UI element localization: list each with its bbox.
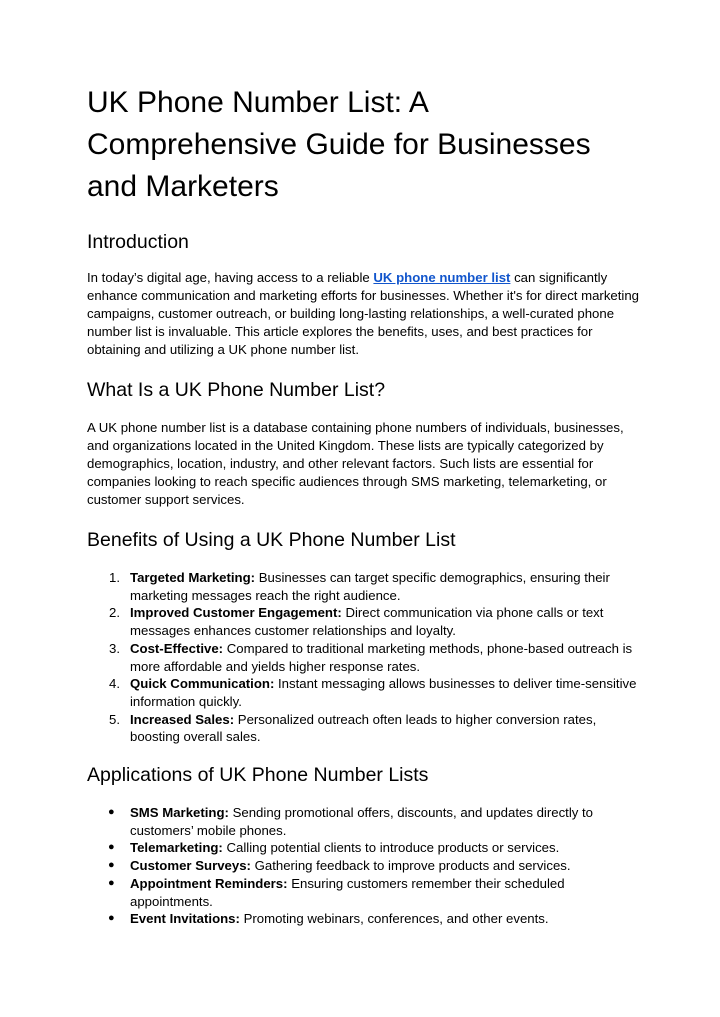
list-item-term: Improved Customer Engagement: (130, 605, 342, 621)
list-item-text: Ensuring customers remember their scheduled appointments. (130, 875, 565, 909)
list-item (87, 711, 639, 746)
list-item-term: Quick Communication: (130, 676, 275, 692)
list-item-term: Appointment Reminders: (130, 875, 288, 891)
document-page (87, 82, 639, 928)
uk-phone-number-list-link[interactable]: UK phone number list (373, 270, 511, 285)
bullet-icon: ● (108, 859, 115, 872)
bullet-icon: ● (108, 876, 115, 889)
list-item-term: Cost-Effective: (130, 640, 224, 656)
list-item (87, 804, 639, 839)
intro-text-after-link: can significantly enhance communication and marketing efforts for businesses. Whether it's for direct marketing campaigns, customer outreach, or building long-lasting relationships, a well-curated phone number list is invaluable. This article explores the benefits, uses, and best practices for obtaining and utilizing a UK phone number list. (87, 270, 640, 357)
list-item-text: Compared to traditional marketing methods, phone-based outreach is more affordable and yields higher response rates. (130, 640, 633, 674)
list-item-term: Telemarketing: (130, 840, 223, 856)
bullet-icon: ● (108, 912, 115, 925)
list-item-term: SMS Marketing: (130, 805, 229, 821)
what-is-paragraph: A UK phone number list is a database containing phone numbers of individuals, businesses, and organizations located in the United Kingdom. These lists are typically categorized by demographics, location, industry, and other relevant factors. Such lists are essential for companies looking to reach specific audiences through SMS marketing, telemarketing, or customer support services. (87, 420, 624, 507)
list-item (87, 675, 639, 710)
list-number: 3. (109, 640, 120, 656)
list-number: 1. (109, 570, 120, 585)
list-item (87, 857, 639, 875)
bullet-icon: ● (108, 841, 115, 854)
list-item-term: Targeted Marketing: (130, 570, 256, 585)
list-number: 4. (109, 676, 120, 692)
list-item (87, 604, 639, 639)
list-item-text: Direct communication via phone calls or text messages enhances customer relationships and loyalty. (130, 605, 604, 639)
list-item-text: Personalized outreach often leads to higher conversion rates, boosting overall sales. (130, 711, 597, 745)
list-item-text: Sending promotional offers, discounts, and updates directly to customers’ mobile phones. (130, 805, 594, 838)
list-item-text: Gathering feedback to improve products and services. (250, 858, 571, 874)
section-heading-what-is: What Is a UK Phone Number List? (87, 379, 386, 401)
list-item-text: Businesses can target specific demographics, ensuring their marketing messages reach the right audience. (130, 570, 610, 603)
list-item-term: Increased Sales: (130, 711, 235, 727)
list-item (87, 640, 639, 675)
applications-list (87, 804, 639, 928)
list-number: 5. (109, 711, 120, 727)
list-item-term: Event Invitations: (130, 911, 240, 927)
list-item-term: Customer Surveys: (130, 858, 251, 874)
section-heading-benefits: Benefits of Using a UK Phone Number List (87, 529, 456, 551)
page-title: UK Phone Number List: A Comprehensive Guide for Businesses and Marketers (87, 86, 591, 203)
section-heading-applications: Applications of UK Phone Number Lists (87, 764, 429, 787)
list-item (87, 569, 639, 604)
benefits-list (87, 569, 639, 746)
list-item (87, 875, 639, 910)
list-item-text: Calling potential clients to introduce products or services. (222, 840, 560, 856)
intro-text-before-link: In today’s digital age, having access to a reliable (87, 270, 374, 285)
list-item-text: Promoting webinars, conferences, and other events. (239, 911, 549, 927)
list-number: 2. (109, 605, 120, 621)
list-item-text: Instant messaging allows businesses to deliver time-sensitive information quickly. (130, 676, 637, 709)
intro-paragraph (87, 269, 639, 359)
list-item (87, 910, 639, 928)
list-item (87, 839, 639, 857)
bullet-icon: ● (108, 806, 115, 819)
section-heading-introduction: Introduction (87, 231, 189, 253)
